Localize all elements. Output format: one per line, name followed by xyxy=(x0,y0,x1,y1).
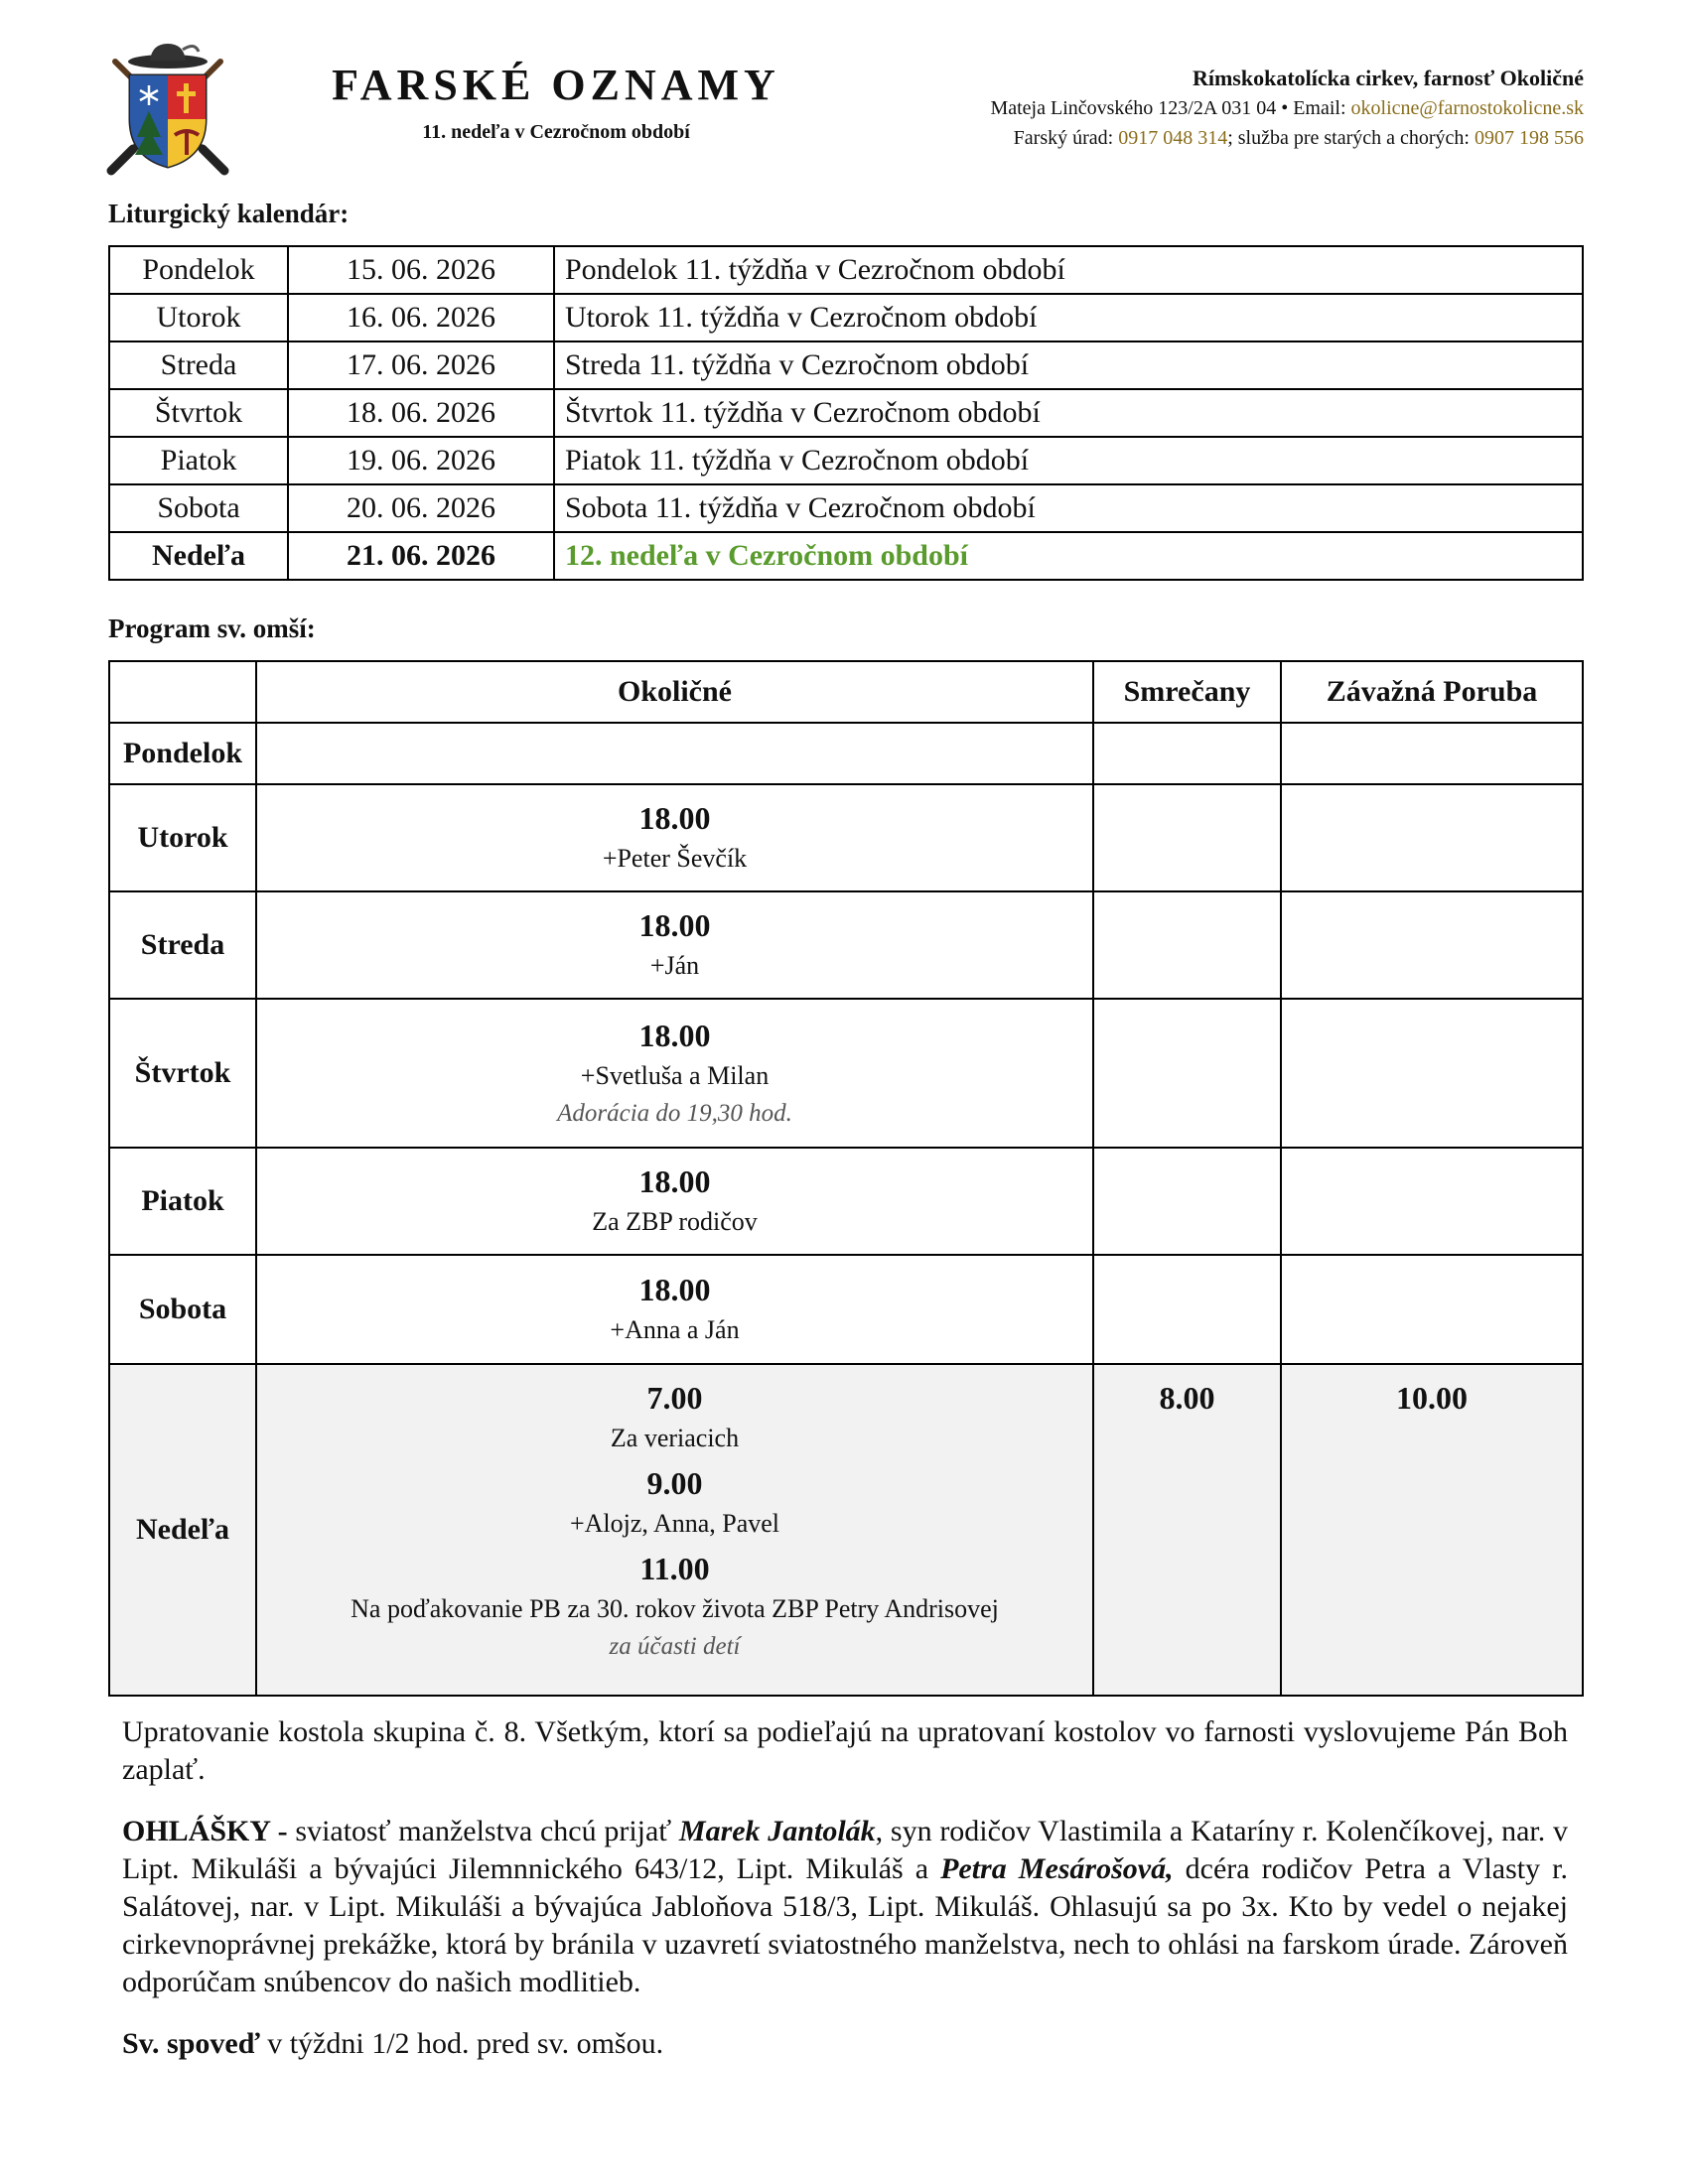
column-okolicne: Okoličné xyxy=(256,661,1093,723)
mass-time: 8.00 xyxy=(1159,1380,1215,1416)
calendar-feast: Piatok 11. týždňa v Cezročnom období xyxy=(554,437,1583,484)
mass-time: 18.00 xyxy=(638,1163,711,1199)
sick-service-phone-link[interactable]: 0907 198 556 xyxy=(1475,127,1584,149)
parish-address-line xyxy=(990,93,1584,123)
calendar-row xyxy=(109,341,1583,389)
zavazna-cell xyxy=(1281,723,1583,784)
title-block xyxy=(298,60,814,144)
calendar-row-sunday xyxy=(109,532,1583,580)
calendar-row xyxy=(109,437,1583,484)
smrecany-cell xyxy=(1093,1148,1281,1255)
page-title: FARSKÉ OZNAMY xyxy=(332,61,780,109)
confession-announcement xyxy=(122,2025,1568,2063)
calendar-feast: Sobota 11. týždňa v Cezročnom období xyxy=(554,484,1583,532)
mass-program-table xyxy=(108,660,1584,1697)
smrecany-cell xyxy=(1093,1364,1281,1696)
mass-time: 10.00 xyxy=(1396,1380,1468,1416)
zavazna-cell xyxy=(1281,891,1583,999)
okolicne-cell xyxy=(256,1364,1093,1696)
smrecany-cell xyxy=(1093,784,1281,891)
office-label: Farský úrad: xyxy=(1013,127,1119,149)
calendar-date: 19. 06. 2026 xyxy=(288,437,554,484)
program-heading: Program sv. omší: xyxy=(108,614,316,643)
program-header-row xyxy=(109,661,1583,723)
calendar-date: 17. 06. 2026 xyxy=(288,341,554,389)
zavazna-cell xyxy=(1281,1364,1583,1696)
cleaning-announcement: Upratovanie kostola skupina č. 8. Všetkým, ktorí sa podieľajú na upratovaní kostolov vo farnosti vyslovujeme Pán Boh zaplať. xyxy=(122,1715,1568,1786)
zavazna-cell xyxy=(1281,784,1583,891)
calendar-day: Pondelok xyxy=(109,246,288,294)
parish-contact xyxy=(990,64,1584,153)
calendar-feast: Utorok 11. týždňa v Cezročnom období xyxy=(554,294,1583,341)
calendar-row xyxy=(109,246,1583,294)
smrecany-cell xyxy=(1093,1255,1281,1364)
program-row xyxy=(109,784,1583,891)
banns-label: OHLÁŠKY - xyxy=(122,1815,288,1847)
mass-time: 11.00 xyxy=(639,1551,710,1586)
okolicne-cell xyxy=(256,723,1093,784)
calendar-row xyxy=(109,294,1583,341)
program-row xyxy=(109,1255,1583,1364)
parish-email-link[interactable]: okolicne@farnostokolicne.sk xyxy=(1350,97,1584,119)
program-row xyxy=(109,891,1583,999)
confession-label: Sv. spoveď xyxy=(122,2027,260,2060)
mass-intention: Za ZBP rodičov xyxy=(592,1207,758,1236)
okolicne-cell xyxy=(256,999,1093,1148)
program-row xyxy=(109,999,1583,1148)
liturgical-calendar-table xyxy=(108,245,1584,581)
program-row-sunday xyxy=(109,1364,1583,1696)
program-day: Utorok xyxy=(109,784,256,891)
program-day: Streda xyxy=(109,891,256,999)
mass-intention: +Ján xyxy=(649,951,700,980)
program-day: Štvrtok xyxy=(109,999,256,1148)
mass-time: 18.00 xyxy=(638,800,711,836)
calendar-date: 20. 06. 2026 xyxy=(288,484,554,532)
program-corner-cell xyxy=(109,661,256,723)
column-zavazna-poruba: Závažná Poruba xyxy=(1281,661,1583,723)
calendar-feast: 12. nedeľa v Cezročnom období xyxy=(554,532,1583,580)
zavazna-cell xyxy=(1281,1255,1583,1364)
mass-note: za účasti detí xyxy=(609,1633,741,1660)
calendar-day: Utorok xyxy=(109,294,288,341)
parish-phone-line xyxy=(990,123,1584,153)
mass-time: 7.00 xyxy=(646,1380,703,1416)
smrecany-cell xyxy=(1093,999,1281,1148)
calendar-heading: Liturgický kalendár: xyxy=(108,199,350,228)
mass-intention: +Anna a Ján xyxy=(610,1315,740,1344)
banns-text: dcéra rodičov Petra a Vlasty r. Salátovej, nar. v Lipt. Mikuláši a bývajúca Jabloňova 518/3, Lipt. Mikuláš. Ohlasujú sa po 3x. Kto by vedel o nejakej cirkevnoprávnej prekážke, ktorá by bránila v uzavretí sviatostného manželstva, nech to ohlási na farskom úrade. Zároveň odporúčam snúbencov do našich modlitieb. xyxy=(122,1852,1568,1998)
mass-time: 9.00 xyxy=(646,1465,703,1501)
calendar-feast: Pondelok 11. týždňa v Cezročnom období xyxy=(554,246,1583,294)
mass-intention: Za veriacich xyxy=(610,1424,740,1452)
calendar-date: 18. 06. 2026 xyxy=(288,389,554,437)
mass-intention: Na poďakovanie PB za 30. rokov života ZBP Petry Andrisovej xyxy=(351,1594,999,1623)
program-day: Nedeľa xyxy=(109,1364,256,1696)
sick-service-label: ; služba pre starých a chorých: xyxy=(1227,127,1475,149)
banns-text: , syn rodičov Vlastimila a Kataríny r. Kolenčíkovej, nar. v Lipt. Mikuláši a bývajúci Jilemnnického 643/12, Lipt. Mikuláš a xyxy=(122,1815,1568,1885)
announcements xyxy=(122,1713,1568,2087)
mass-intention: +Svetluša a Milan xyxy=(580,1061,770,1090)
calendar-day: Piatok xyxy=(109,437,288,484)
calendar-day: Sobota xyxy=(109,484,288,532)
calendar-date: 16. 06. 2026 xyxy=(288,294,554,341)
mass-intention: +Peter Ševčík xyxy=(602,844,748,873)
calendar-row xyxy=(109,484,1583,532)
office-phone-link[interactable]: 0917 048 314 xyxy=(1118,127,1228,149)
column-smrecany: Smrečany xyxy=(1093,661,1281,723)
calendar-feast: Štvrtok 11. týždňa v Cezročnom období xyxy=(554,389,1583,437)
banns-announcement xyxy=(122,1813,1568,2001)
smrecany-cell xyxy=(1093,891,1281,999)
banns-text: sviatosť manželstva chcú prijať xyxy=(287,1815,679,1847)
mass-note: Adorácia do 19,30 hod. xyxy=(557,1100,792,1127)
calendar-day: Štvrtok xyxy=(109,389,288,437)
zavazna-cell xyxy=(1281,999,1583,1148)
confession-text: v týždni 1/2 hod. pred sv. omšou. xyxy=(259,2027,664,2060)
smrecany-cell xyxy=(1093,723,1281,784)
calendar-row xyxy=(109,389,1583,437)
mass-time: 18.00 xyxy=(638,1272,711,1307)
bride-name: Petra Mesárošová, xyxy=(940,1852,1174,1885)
calendar-date: 21. 06. 2026 xyxy=(288,532,554,580)
calendar-day: Nedeľa xyxy=(109,532,288,580)
program-day: Sobota xyxy=(109,1255,256,1364)
calendar-date: 15. 06. 2026 xyxy=(288,246,554,294)
okolicne-cell xyxy=(256,1148,1093,1255)
zavazna-cell xyxy=(1281,1148,1583,1255)
parish-crest-icon xyxy=(103,40,232,179)
mass-time: 18.00 xyxy=(638,1018,711,1053)
okolicne-cell xyxy=(256,891,1093,999)
program-row xyxy=(109,1148,1583,1255)
program-day: Piatok xyxy=(109,1148,256,1255)
program-day: Pondelok xyxy=(109,723,256,784)
program-row xyxy=(109,723,1583,784)
calendar-feast: Streda 11. týždňa v Cezročnom období xyxy=(554,341,1583,389)
parish-address: Mateja Linčovského 123/2A 031 04 • Email: xyxy=(990,97,1351,119)
mass-intention: +Alojz, Anna, Pavel xyxy=(569,1509,780,1538)
okolicne-cell xyxy=(256,1255,1093,1364)
groom-name: Marek Jantolák xyxy=(678,1815,876,1847)
calendar-day: Streda xyxy=(109,341,288,389)
page-subtitle: 11. nedeľa v Cezročnom období xyxy=(422,121,690,143)
parish-name: Rímskokatolícka cirkev, farnosť Okoličné xyxy=(1192,66,1584,90)
mass-time: 18.00 xyxy=(638,907,711,943)
okolicne-cell xyxy=(256,784,1093,891)
